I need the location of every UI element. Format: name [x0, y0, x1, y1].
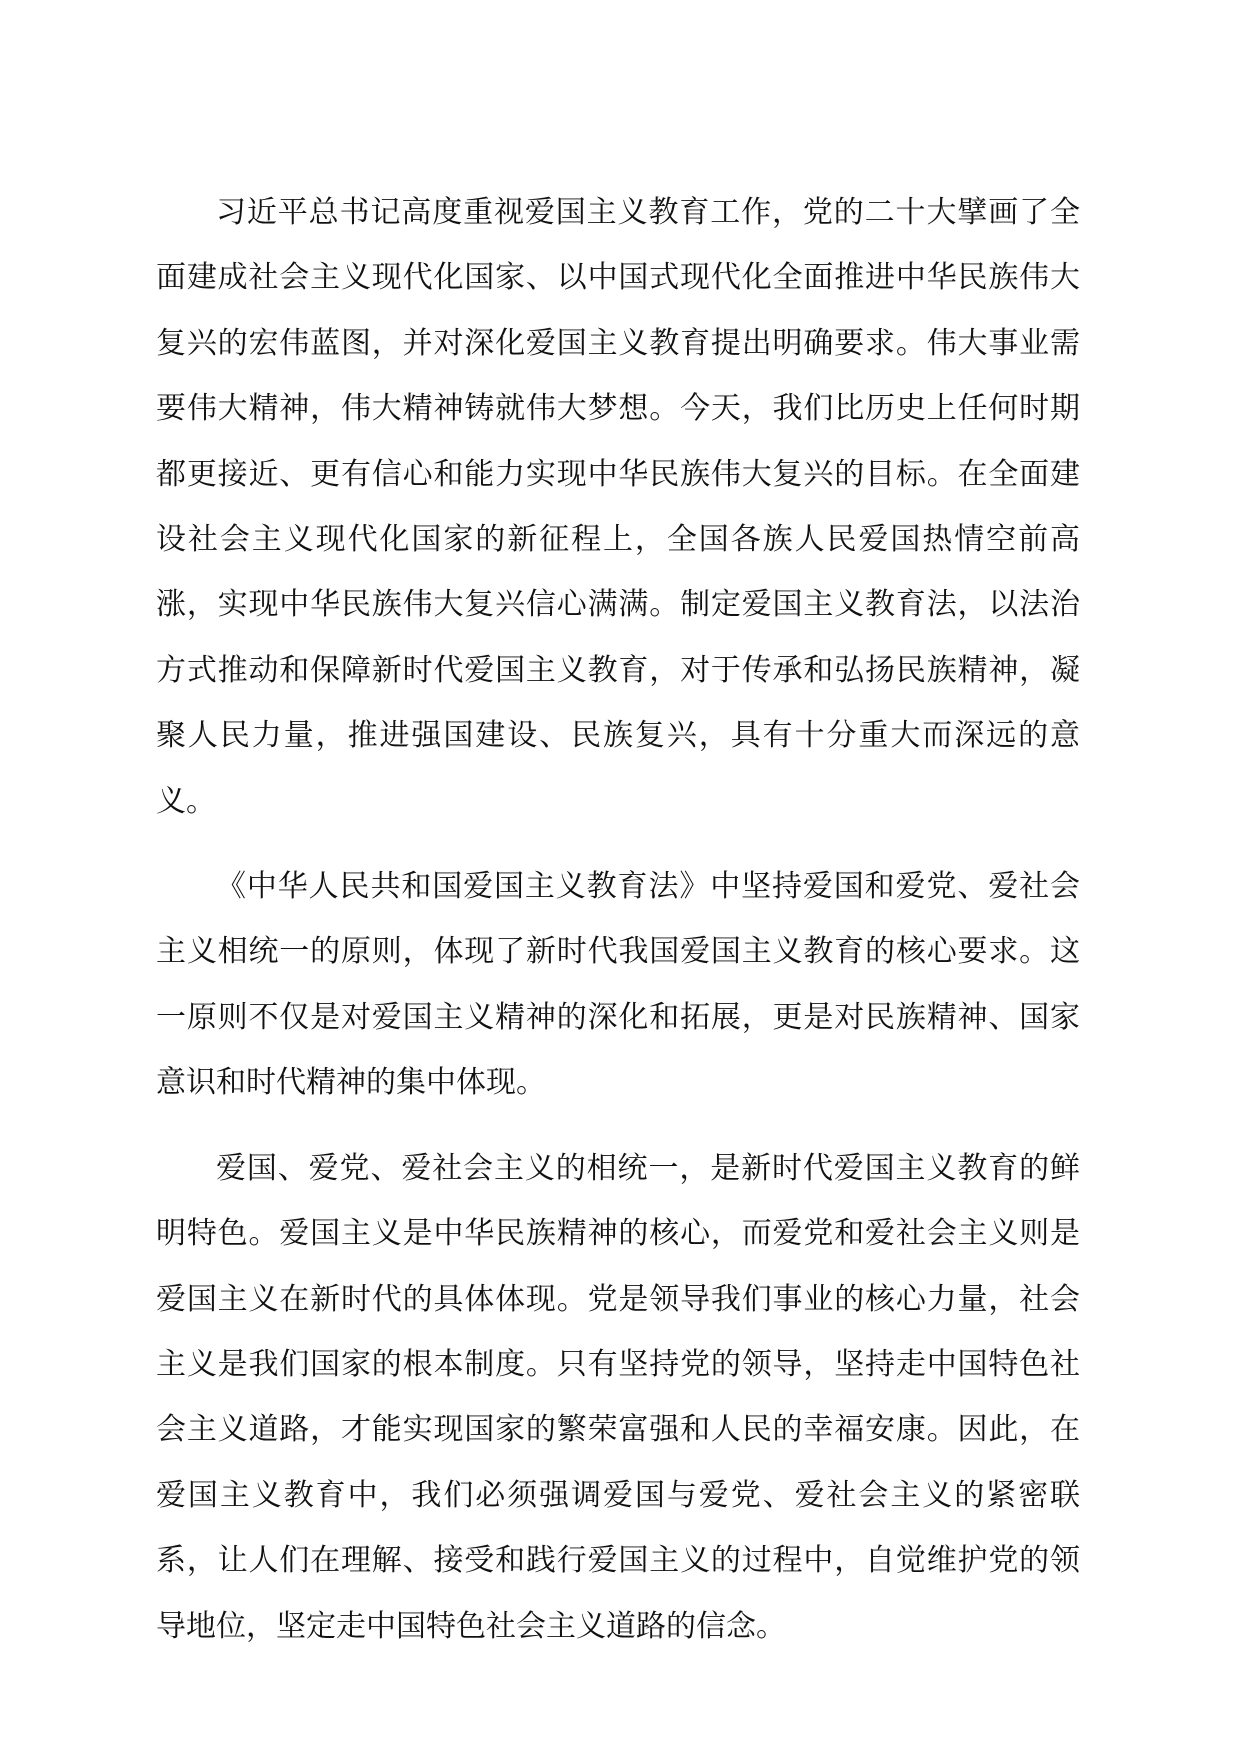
paragraph-2: 《中华人民共和国爱国主义教育法》中坚持爱国和爱党、爱社会主义相统一的原则，体现了新时代我国爱国主义教育的核心要求。这一原则不仅是对爱国主义精神的深化和拓展，更是对民族精神、国家意识和时代精神的集中体现。 [156, 869, 1080, 1101]
document-body [156, 180, 1080, 1679]
paragraph-1: 习近平总书记高度重视爱国主义教育工作，党的二十大擘画了全面建成社会主义现代化国家、以中国式现代化全面推进中华民族伟大复兴的宏伟蓝图，并对深化爱国主义教育提出明确要求。伟大事业需要伟大精神，伟大精神铸就伟大梦想。今天，我们比历史上任何时期都更接近、更有信心和能力实现中华民族伟大复兴的目标。在全面建设社会主义现代化国家的新征程上，全国各族人民爱国热情空前高涨，实现中华民族伟大复兴信心满满。制定爱国主义教育法，以法治方式推动和保障新时代爱国主义教育，对于传承和弘扬民族精神，凝聚人民力量，推进强国建设、民族复兴，具有十分重大而深远的意义。 [156, 195, 1080, 819]
paragraph-3: 爱国、爱党、爱社会主义的相统一，是新时代爱国主义教育的鲜明特色。爱国主义是中华民族精神的核心，而爱党和爱社会主义则是爱国主义在新时代的具体体现。党是领导我们事业的核心力量，社会主义是我们国家的根本制度。只有坚持党的领导，坚持走中国特色社会主义道路，才能实现国家的繁荣富强和人民的幸福安康。因此，在爱国主义教育中，我们必须强调爱国与爱党、爱社会主义的紧密联系，让人们在理解、接受和践行爱国主义的过程中，自觉维护党的领导地位，坚定走中国特色社会主义道路的信念。 [156, 1150, 1080, 1644]
